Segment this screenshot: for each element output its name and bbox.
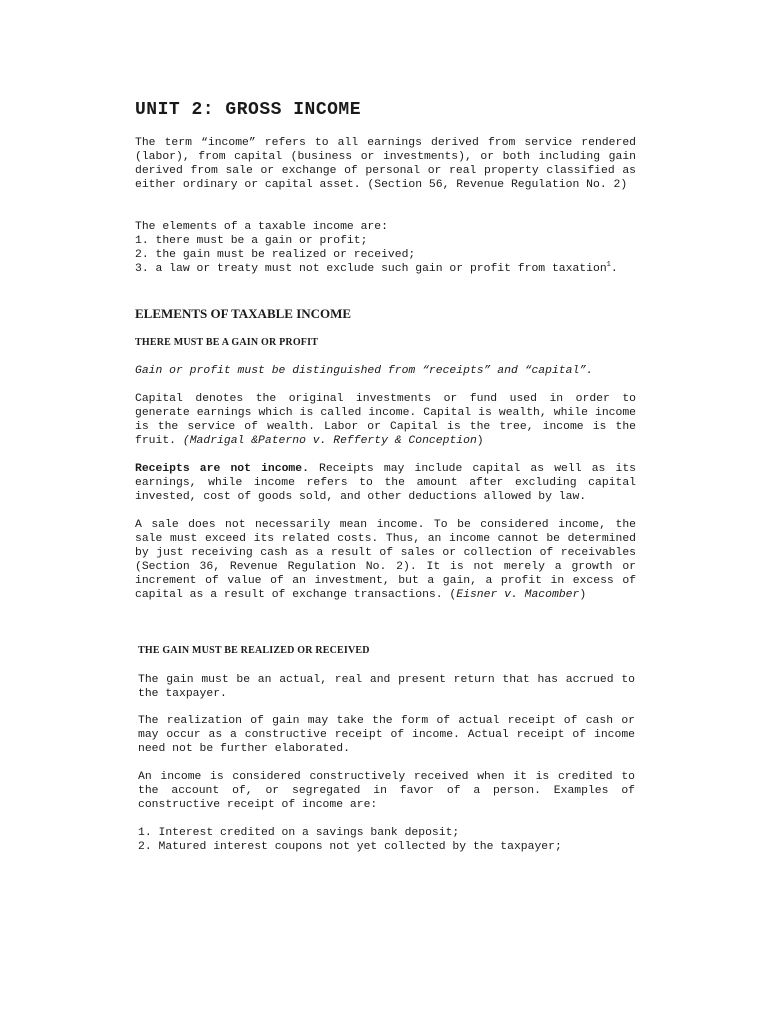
- receipts-paragraph: [135, 462, 636, 504]
- page-title: UNIT 2: GROSS INCOME: [135, 100, 362, 120]
- gain-paragraph-2: The realization of gain may take the form of actual receipt of cash or may occur as a constructive receipt of income. Actual receipt of income need not be further elaborated.: [138, 715, 635, 755]
- elements-item-3-text: 3. a law or treaty must not exclude such gain or profit from taxation: [135, 263, 607, 275]
- subsection-heading-realized: THE GAIN MUST BE REALIZED OR RECEIVED: [138, 645, 370, 656]
- gain-paragraph-1: The gain must be an actual, real and present return that has accrued to the taxpayer.: [138, 674, 635, 700]
- intro-paragraph: The term “income” refers to all earnings derived from service rendered (labor), from capital (business or investments), or both including gain derived from sale or exchange of personal or real property classified as either ordinary or capital asset. (Section 56, Revenue Regulation No. 2): [135, 137, 636, 191]
- elements-list-block: [135, 220, 636, 276]
- section-heading: ELEMENTS OF TAXABLE INCOME: [135, 306, 352, 321]
- elements-item-1: 1. there must be a gain or profit;: [135, 235, 368, 247]
- subsection-heading-gain-profit: THERE MUST BE A GAIN OR PROFIT: [135, 337, 319, 348]
- capital-paragraph-text: Capital denotes the original investments or fund used in order to generate earnings which is called income. Capital is wealth, while income is the service of wealth. Labor or Capital is the tree, income is the fruit.: [135, 393, 636, 447]
- footnote-marker: 1: [606, 261, 611, 270]
- capital-citation-end: ): [476, 435, 484, 447]
- gain-profit-note: Gain or profit must be distinguished from “receipts” and “capital”.: [135, 365, 593, 377]
- elements-item-3-end: .: [610, 263, 618, 275]
- example-item-2: 2. Matured interest coupons not yet collected by the taxpayer;: [138, 841, 562, 853]
- sale-paragraph: [135, 518, 636, 602]
- receipts-text: Receipts may include capital as well as its earnings, while income refers to the amount after excluding capital invested, cost of goods sold, and other deductions allowed by law.: [135, 463, 636, 503]
- gain-paragraph-3: An income is considered constructively received when it is credited to the account of, or segregated in favor of a person. Examples of constructive receipt of income are:: [138, 771, 635, 811]
- elements-intro: The elements of a taxable income are:: [135, 221, 388, 233]
- sale-paragraph-text: A sale does not necessarily mean income. To be considered income, the sale must exceed its related costs. Thus, an income cannot be determined by just receiving cash as a result of sales or collection of receivables (Section 36, Revenue Regulation No. 2). It is not merely a growth or increment of value of an investment, but a gain, a profit in excess of capital as a result of exchange transactions. (: [135, 519, 636, 601]
- sale-citation: Eisner v. Macomber: [456, 589, 580, 601]
- sale-citation-end: ): [579, 589, 587, 601]
- receipts-lead: Receipts are not income.: [135, 463, 309, 475]
- example-item-1: 1. Interest credited on a savings bank deposit;: [138, 827, 460, 839]
- capital-citation: (Madrigal &Paterno v. Refferty & Conception: [182, 435, 477, 447]
- elements-item-3: [135, 262, 636, 276]
- capital-paragraph: [135, 392, 636, 448]
- examples-list: [138, 826, 635, 854]
- elements-item-2: 2. the gain must be realized or received;: [135, 249, 416, 261]
